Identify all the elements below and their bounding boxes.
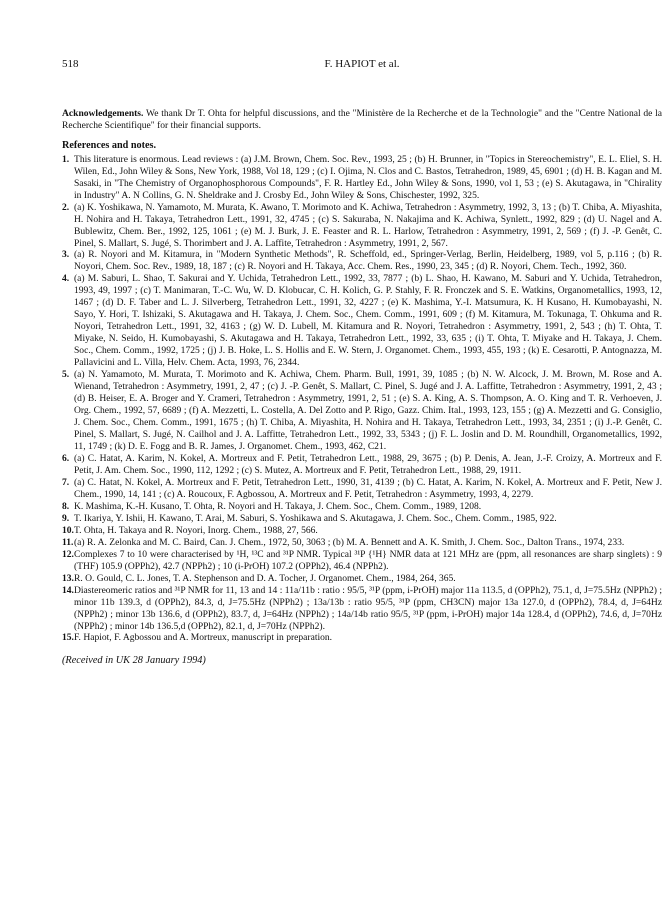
acknowledgements (62, 108, 662, 132)
reference-item (62, 585, 662, 633)
reference-text: Complexes 7 to 10 were characterised by ¹H, ¹³C and ³¹P NMR. Typical ³¹P {¹H} NMR data at 121 MHz are (ppm, all resonances are sharp singlets) : 9 (THF) 105.9 (OPPh2), 42.7 (NPPh2) ; 10 (i-PrOH) 107.2 (OPPh2), 46.4 (NPPh2). (74, 548, 662, 572)
reference-item (62, 477, 662, 501)
reference-text: This literature is enormous. Lead reviews : (a) J.M. Brown, Chem. Soc. Rev., 1993, 25 ; (b) H. Brunner, in "Topics in Stereochemistry", E. L. Eliel, S. H. Wilen, Ed., John Wiley & Sons, New York, 1988, Vol 18, 129 ; (c) I. Ojima, N. Clos and C. Bastos, Tetrahedron, 1989, 45, 6901 ; (d) H. B. Kagan and M. Sasaki, in "The Chemistry of Organophosphorous Compounds", F. R. Hartley Ed., John Wiley & Sons, 1990, vol 1, 53 ; (e) S. Akutagawa, in "Chirality in Industry" A. N Collins, G. N. Sheldrake and J. Crosby Ed., John Wiley & Sons, Chischester, 1992, 325. (74, 153, 662, 201)
reference-item (62, 273, 662, 369)
reference-number: 4. (62, 273, 70, 285)
reference-text: (a) K. Yoshikawa, N. Yamamoto, M. Murata, K. Awano, T. Morimoto and K. Achiwa, Tetrahedron : Asymmetry, 1992, 3, 13 ; (b) T. Chiba, A. Miyashita, H. Nohira and H. Takaya, Tetrahedron Lett., 1991, 32, 4745 ; (c) S. Sakuraba, N. Nakajima and K. Achiwa, Synlett., 1992, 829 ; (d) U. Nagel and A. Bublewitz, Chem. Ber., 1992, 125, 1061 ; (e) M. J. Burk, J. E. Feaster and R. L. Harlow, Tetrahedron : Asymmetry, 1991, 2, 569 ; (f) J. -P. Genêt, C. Pinel, S. Mallart, S. Jugé, S. Thorimbert and J. A. Laffite, Tetrahedron : Asymmetry, 1991, 2, 567. (74, 201, 662, 249)
reference-number: 10. (62, 524, 74, 536)
reference-number: 11. (62, 536, 74, 548)
reference-item (62, 549, 662, 573)
reference-number: 6. (62, 452, 70, 464)
reference-item (62, 573, 662, 585)
reference-text: (a) R. Noyori and M. Kitamura, in "Modern Synthetic Methods", R. Scheffold, ed., Springer-Verlag, Berlin, Heidelberg, 1989, vol 5, p.116 ; (b) R. Noyori, Chem. Soc. Rev., 1989, 18, 187 ; (c) R. Noyori and H. Takaya, Acc. Chem. Res., 1990, 23, 345 ; (d) R. Noyori, Chem. Tech., 1992, 360. (74, 249, 662, 273)
reference-item (62, 537, 662, 549)
reference-text: F. Hapiot, F. Agbossou and A. Mortreux, manuscript in preparation. (74, 632, 333, 644)
reference-text: R. O. Gould, C. L. Jones, T. A. Stephenson and D. A. Tocher, J. Organomet. Chem., 1984, 264, 365. (74, 572, 456, 584)
reference-item (62, 249, 662, 273)
reference-text: (a) C. Hatat, A. Karim, N. Kokel, A. Mortreux and F. Petit, Tetrahedron Lett., 1988, 29, 3675 ; (b) P. Denis, A. Jean, J.-F. Croizy, A. Mortreux and F. Petit, J. Am. Chem. Soc., 1990, 112, 1292 ; (c) S. Mutez, A. Mortreux and F. Petit, Tetrahedron Lett., 1988, 29, 1911. (74, 452, 662, 476)
reference-number: 8. (62, 500, 70, 512)
reference-number: 13. (62, 572, 74, 584)
reference-number: 2. (62, 201, 70, 213)
received-date: (Received in UK 28 January 1994) (62, 655, 206, 667)
reference-text: T. Ikariya, Y. Ishii, H. Kawano, T. Arai, M. Saburi, S. Yoshikawa and S. Akutagawa, J. Chem. Soc., Chem. Comm., 1985, 922. (74, 512, 557, 524)
reference-number: 9. (62, 512, 70, 524)
page-body (62, 108, 662, 668)
reference-text: (a) N. Yamamoto, M. Murata, T. Morimoto and K. Achiwa, Chem. Pharm. Bull, 1991, 39, 1085 ; (b) N. W. Alcock, J. M. Brown, M. Rose and A. Wienand, Tetrahedron : Asymmetry, 1991, 2, 47 ; (c) J. -P. Genêt, S. Mallart, C. Pinel, S. Jugé and J. A. Laffitte, Tetrahedron : Asymmetry, 1991, 2, 43 ; (d) B. Heiser, E. A. Broger and Y. Crameri, Tetrahedron : Asymmetry, 1991, 2, 51 ; (e) S. A. King, A. S. Thompson, A. O. King and T. R. Verhoeven, J. Org. Chem., 1992, 57, 6689 ; (f) A. Mezzetti, L. Costella, A. Del Zotto and P. Rigo, Gazz. Chim. Ital., 1993, 123, 155 ; (g) A. Mezzetti and G. Consiglio, J. Chem. Soc., Chem. Comm., 1991, 1675 ; (h) T. Chiba, A. Miyashita, H. Nohira and H. Takaya, Tetrahedron Lett., 1993, 34, 2351 ; (i) J.-P. Genêt, C. Pinel, S. Mallart, S. Jugé, N. Cailhol and J. A. Laffitte, Tetrahedron Lett., 1992, 33, 5343 ; (j) F. L. Joslin and D. M. Roundhill, Organometallics, 1992, 11, 1749 ; (k) D. E. Fogg and B. R. James, J. Organomet. Chem., 1993, 462, C21. (74, 369, 662, 452)
reference-number: 7. (62, 476, 70, 488)
reference-item (62, 202, 662, 250)
reference-item (62, 513, 662, 525)
reference-text: (a) R. A. Zelonka and M. C. Baird, Can. J. Chem., 1972, 50, 3063 ; (b) M. A. Bennett and A. K. Smith, J. Chem. Soc., Dalton Trans., 1974, 233. (74, 536, 625, 548)
reference-text: K. Mashima, K.-H. Kusano, T. Ohta, R. Noyori and H. Takaya, J. Chem. Soc., Chem. Comm., 1989, 1208. (74, 500, 482, 512)
reference-item (62, 154, 662, 202)
references-heading: References and notes. (62, 139, 157, 151)
reference-item (62, 369, 662, 453)
acknowledgements-text: We thank Dr T. Ohta for helpful discussions, and the "Ministère de la Recherche et de la Technologie" and the "Centre National de la Recherche Scientifique" for their financial supports. (62, 108, 662, 131)
reference-number: 15. (62, 632, 74, 644)
reference-number: 14. (62, 584, 74, 596)
reference-item (62, 632, 662, 644)
reference-number: 5. (62, 369, 70, 381)
reference-item (62, 501, 662, 513)
page-number: 518 (62, 58, 79, 70)
reference-number: 12. (62, 548, 74, 560)
reference-item (62, 453, 662, 477)
reference-list (62, 154, 662, 645)
reference-text: (a) C. Hatat, N. Kokel, A. Mortreux and F. Petit, Tetrahedron Lett., 1990, 31, 4139 ; (b) C. Hatat, A. Karim, N. Kokel, A. Mortreux and F. Petit, New J. Chem., 1990, 14, 141 ; (c) A. Roucoux, F. Agbossou, A. Mortreux and F. Petit, Tetrahedron : Asymmetry, 1993, 4, 2279. (74, 476, 662, 500)
reference-text: T. Ohta, H. Takaya and R. Noyori, Inorg. Chem., 1988, 27, 566. (74, 524, 318, 536)
reference-text: Diastereomeric ratios and ³¹P NMR for 11, 13 and 14 : 11a/11b : ratio : 95/5, ³¹P (ppm, i-PrOH) major 11a 113.5, d (OPPh2), 75.1, d, J=75.5Hz (NPPh2) ; minor 11b 139.3, d (OPPh2), 84.3, d, J=75.5Hz (NPPh2) ; 13a/13b : ratio 95/5, ³¹P (ppm, CH3CN) major 13a 127.0, d (OPPh2), 78.4, d, J=64Hz (NPPh2) ; minor 13b 136.6, d (OPPh2), 83.7, d, J=64Hz (NPPh2) ; 14a/14b ratio 95/5, ³¹P (ppm, i-PrOH) major 14a 128.4, d (OPPh2), 74.6, d, J=70Hz (NPPh2) ; minor 14b 136.5,d (OPPh2), 82.1, d, J=70Hz (NPPh2). (74, 584, 662, 632)
acknowledgements-lead: Acknowledgements. (62, 108, 144, 119)
reference-number: 1. (62, 153, 70, 165)
reference-item (62, 525, 662, 537)
reference-text: (a) M. Saburi, L. Shao, T. Sakurai and Y. Uchida, Tetrahedron Lett., 1992, 33, 7877 ; (b) L. Shao, H. Kawano, M. Saburi and Y. Uchida, Tetrahedron, 1993, 49, 1997 ; (c) T. Manimaran, T.-C. Wu, W. D. Klobucar, C. H. Kolich, G. P. Stahly, F. R. Fronczek and S. E. Watkins, Organometallics, 1993, 12, 1467 ; (d) D. F. Taber and L. J. Silverberg, Tetrahedron Lett., 1991, 32, 4227 ; (e) K. Mashima, Y.-I. Matsumura, K. H Kusano, H. Kumobayashi, N. Sayo, Y. Hori, T. Ishizaki, S. Akutagawa and H. Takaya, J. Chem. Soc., Chem. Comm., 1991, 609 ; (f) M. Kitamura, M. Tokunaga, T. Ohkuma and R. Noyori, Tetrahedron Lett., 1991, 32, 4163 ; (g) W. D. Lubell, M. Kitamura and R. Noyori, Tetrahedron : Asymmetry, 1991, 2, 543 ; (h) T. Ohta, T. Miyake, N. Seido, H. Kumobayashi, S. Akutagawa and H. Takaya, Tetrahedron Lett., 1992, 33, 635 ; (i) T. Ohta, T. Miyake and H. Takaya, J. Chem. Soc., Chem. Comm., 1992, 1725 ; (j) J. B. Hoke, L. S. Hollis and E. W. Stern, J. Organomet. Chem., 1993, 455, 193 ; (k) E. Cesarotti, P. Antognazza, M. Pallavicini and L. Villa, Helv. Chem. Acta, 1993, 76, 2344. (74, 273, 662, 369)
reference-number: 3. (62, 249, 70, 261)
running-head: F. HAPIOT et al. (324, 58, 400, 70)
page-header (62, 58, 662, 74)
